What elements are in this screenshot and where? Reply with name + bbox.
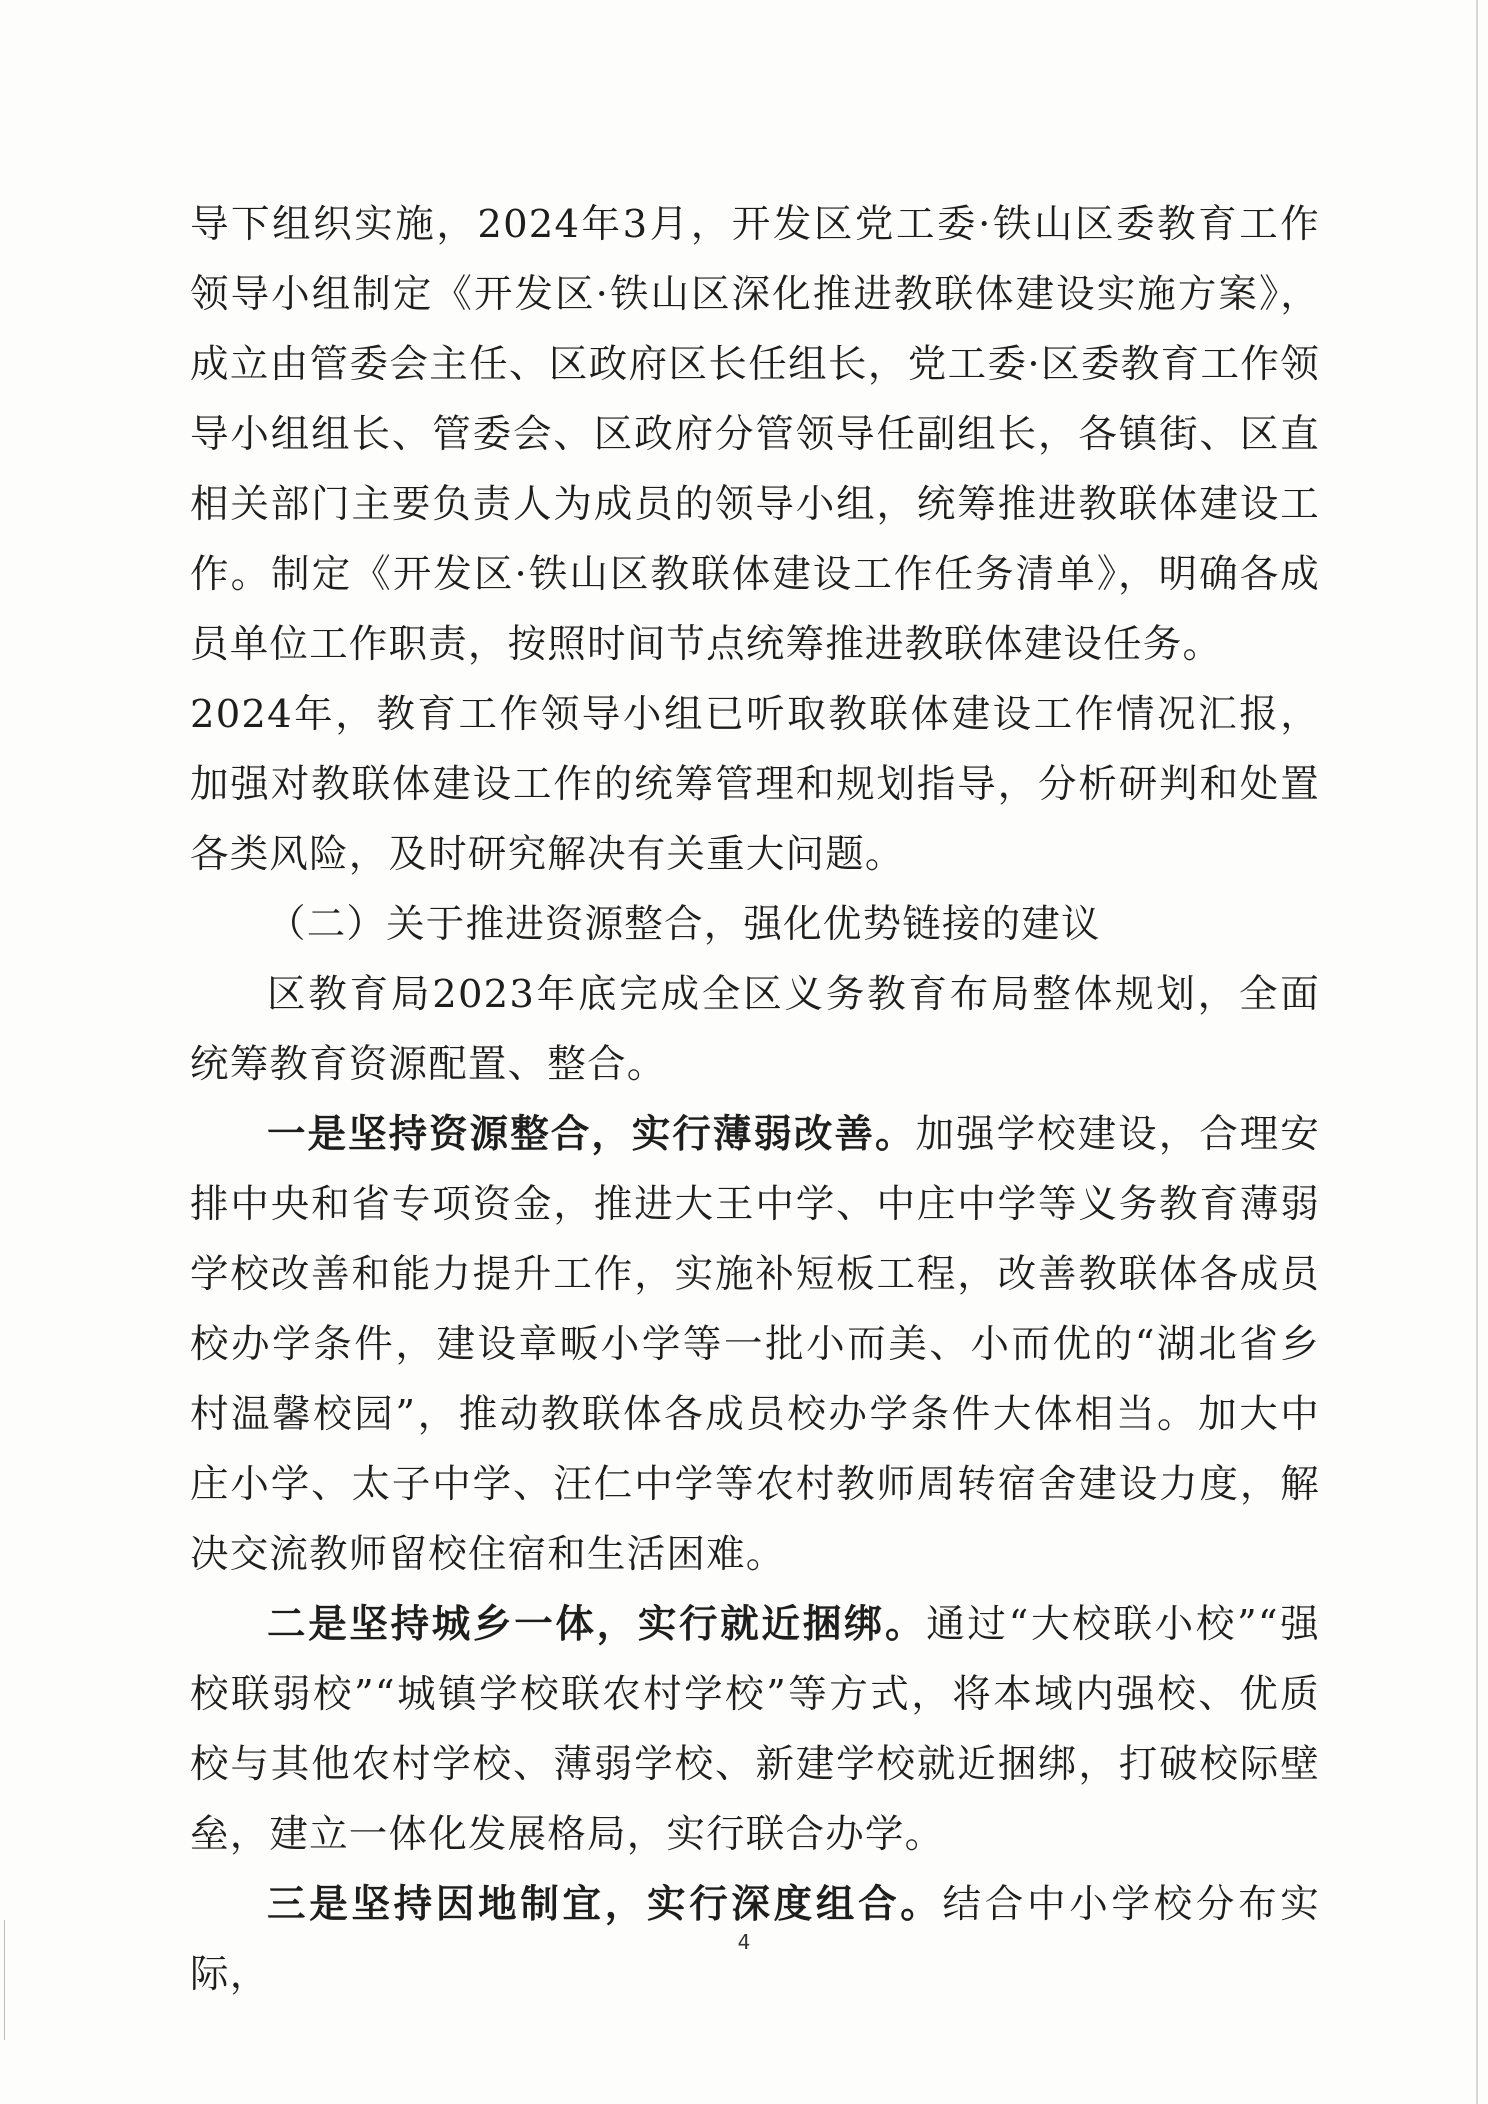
paragraph-lead: 一是坚持资源整合，实行薄弱改善。: [267, 1112, 916, 1157]
paragraph-5: 二是坚持城乡一体，实行就近捆绑。通过“大校联小校”“强校联弱校”“城镇学校联农村学校”等方式，将本域内强校、优质校与其他农村学校、薄弱学校、新建学校就近捆绑，打破校际壁垒，建立一体化发展格局，实行联合办学。: [190, 1602, 1320, 1857]
scan-edge: [1476, 0, 1478, 2104]
paragraph-lead: 三是坚持因地制宜，实行深度组合。: [267, 1882, 943, 1927]
paragraph-4: 一是坚持资源整合，实行薄弱改善。加强学校建设，合理安排中央和省专项资金，推进大王中学、中庄中学等义务教育薄弱学校改善和能力提升工作，实施补短板工程，改善教联体各成员校办学条件，建设章畈小学等一批小而美、小而优的“湖北省乡村温馨校园”，推动教联体各成员校办学条件大体相当。加大中庄小学、太子中学、汪仁中学等农村教师周转宿舍建设力度，解决交流教师留校住宿和生活困难。: [190, 1112, 1320, 1577]
page-number: 4: [737, 1930, 751, 1954]
paragraph-2: 2024年，教育工作领导小组已听取教联体建设工作情况汇报，加强对教联体建设工作的统筹管理和规划指导，分析研判和处置各类风险，及时研究解决有关重大问题。: [190, 692, 1320, 877]
section-heading: （二）关于推进资源整合，强化优势链接的建议: [267, 902, 1101, 947]
paragraph-3: 区教育局2023年底完成全区义务教育布局整体规划，全面统筹教育资源配置、整合。: [190, 972, 1320, 1087]
paragraph-6: 三是坚持因地制宜，实行深度组合。结合中小学校分布实际，: [190, 1882, 1320, 1997]
paragraph-1: 导下组织实施，2024年3月，开发区党工委·铁山区委教育工作领导小组制定《开发区·铁山区深化推进教联体建设实施方案》，成立由管委会主任、区政府区长任组长，党工委·区委教育工作领导小组组长、管委会、区政府分管领导任副组长，各镇街、区直相关部门主要负责人为成员的领导小组，统筹推进教联体建设工作。制定《开发区·铁山区教联体建设工作任务清单》，明确各成员单位工作职责，按照时间节点统筹推进教联体建设任务。: [190, 202, 1320, 667]
document-body: [190, 190, 1320, 2010]
paragraph-lead: 二是坚持城乡一体，实行就近捆绑。: [267, 1602, 927, 1647]
